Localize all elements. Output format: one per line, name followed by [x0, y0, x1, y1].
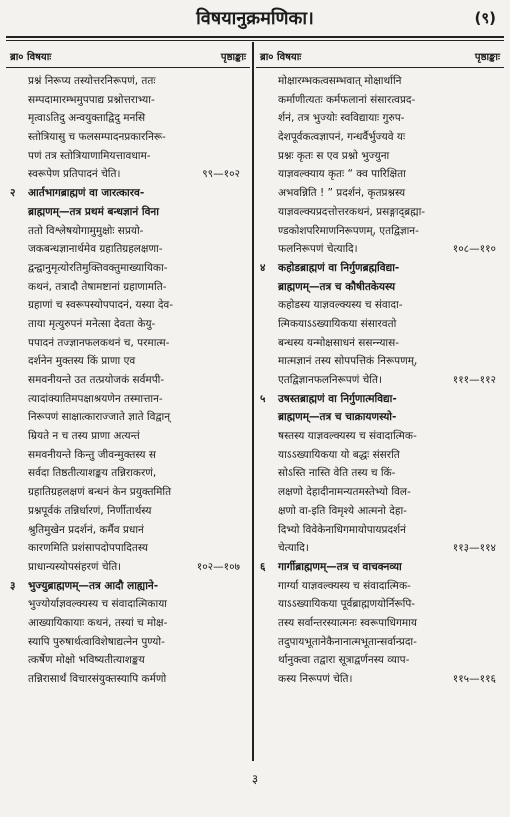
- line-text: ण्डकोशपरिमाणनिरूपणम्, एतद्विज्ञान-: [278, 224, 419, 237]
- line-text: ब्राह्मणम्—तत्र प्रथमं बन्धज्ञानं विना: [28, 205, 159, 218]
- toc-line: [260, 464, 502, 483]
- toc-line: [260, 390, 502, 409]
- line-text: कारणमिति प्रशंसापदोपपादितस्य: [28, 542, 149, 555]
- toc-line: [10, 91, 246, 110]
- line-text: ग्रहाणां च स्वरूपस्योपपादनं, यस्या देव-: [28, 299, 174, 312]
- header-rule: [6, 36, 504, 38]
- toc-line: [10, 203, 246, 222]
- toc-line: [260, 539, 502, 558]
- toc-line: [260, 558, 502, 577]
- line-text: कहोडब्राह्मणं वा निर्गुणब्रह्मविद्या-: [278, 261, 400, 274]
- toc-line: [10, 595, 246, 614]
- line-text: प्राधान्यस्योपसंहरणं चेति।: [28, 560, 122, 573]
- line-text: मृत्वाऽतिदु अन्वयुक्ताद्विदु मनसि: [28, 112, 146, 125]
- line-text: ब्राह्मणम्—तत्र च चाक्रायणस्यो-: [278, 411, 397, 424]
- footer-mark: ३: [251, 772, 259, 786]
- toc-line: [260, 147, 502, 166]
- column-divider: [252, 42, 254, 761]
- line-text: त्कर्षेण मोक्षो भविष्यतीत्याशङ्कय: [28, 654, 145, 667]
- toc-line: [260, 296, 502, 315]
- toc-line: [10, 128, 246, 147]
- line-text: प्रश्नः कृतः स एव प्रश्नो भुज्युना: [278, 149, 390, 162]
- header-rule-thin: [6, 40, 504, 41]
- toc-line: [260, 352, 502, 371]
- toc-line: [10, 240, 246, 259]
- right-column: [260, 72, 502, 689]
- line-text: दर्शनेन मुक्तस्य किं प्राणा एव: [28, 355, 136, 368]
- line-text: समवनीयन्ते उत तत्प्रयोजकं सर्वमपी-: [28, 374, 165, 386]
- toc-line: [10, 259, 246, 278]
- toc-line: [10, 408, 246, 427]
- line-text: दिभ्यो विवेकेनाधिगमायोपायप्रदर्शनं: [278, 523, 407, 536]
- toc-line: [10, 651, 246, 670]
- toc-line: [10, 446, 246, 465]
- toc-line: [10, 222, 246, 241]
- line-text: याऽऽख्यायिकया पूर्वब्राह्मणयोर्निरूपि-: [278, 598, 416, 611]
- line-text: मात्मज्ञानं तस्य सोपपत्तिकं निरूपणम्,: [278, 355, 418, 368]
- section-number: ३: [10, 579, 16, 592]
- page-title: विषयानुक्रमणिका।: [196, 8, 314, 29]
- line-text: स्वरूपेण प्रतिपादनं चेति।: [28, 168, 121, 181]
- toc-line: [10, 464, 246, 483]
- toc-line: [260, 315, 502, 334]
- line-text: त्मिकयाऽऽख्यायिकया संसारवतो: [278, 317, 397, 330]
- line-text: तदुपायभूतानेकैनानात्मभूतान्सर्वान्प्रदा-: [278, 635, 417, 648]
- line-text: ग्रहातिग्रहलक्षणं बन्धनं केन प्रयुक्तमिति: [28, 486, 172, 499]
- line-text: सोऽस्ति नास्ति वेति तस्य च किं-: [278, 467, 396, 480]
- line-text: त्यादांक्यातिमपक्षाश्रयणेन तस्मात्तान-: [28, 392, 163, 405]
- line-text: समवनीयन्ते किन्तु जीवन्मुक्तस्य स: [28, 448, 156, 461]
- line-text: मोक्षारम्भकत्वसम्भवात् मोक्षार्थानि: [278, 75, 402, 87]
- toc-line: [260, 577, 502, 596]
- line-text: र्शनं, तत्र भुज्योः स्वविद्यायाः गुरुप-: [278, 112, 405, 125]
- page-range: १११—११२: [452, 374, 496, 386]
- line-text: गार्गीब्राह्मणम्—तत्र च वाचक्नव्या: [278, 560, 402, 573]
- toc-line: [260, 408, 502, 427]
- section-number: २: [10, 187, 16, 200]
- toc-line: [260, 222, 502, 241]
- right-page-label: पृष्ठाङ्काः: [474, 52, 500, 63]
- line-text: ब्राह्मणम्—तत्र च कौषीतकेयस्य: [278, 280, 396, 293]
- line-text: एतद्विज्ञानफलनिरूपणं चेति।: [278, 374, 382, 386]
- left-page-label: पृष्ठाङ्काः: [220, 52, 246, 63]
- left-index-label: ब्रा० विषयाः: [10, 52, 52, 63]
- toc-line: [260, 240, 502, 259]
- right-column-header: [256, 45, 504, 68]
- line-text: ततो विश्लेषयोगामुमुक्षोः सप्रयो-: [28, 224, 144, 237]
- line-text: भुज्युब्राह्मणम्—तत्र आदौ लाह्याने-: [28, 579, 159, 592]
- line-text: द्वन्द्वानुमृत्योरतिमुक्तिवक्तुमाख्यायिका-: [28, 261, 168, 274]
- toc-line: [260, 334, 502, 353]
- toc-line: [10, 539, 246, 558]
- toc-line: [260, 483, 502, 502]
- toc-line: [260, 595, 502, 614]
- toc-line: [260, 670, 502, 689]
- toc-line: [260, 633, 502, 652]
- toc-line: [10, 371, 246, 390]
- line-text: सम्पदामारम्भमुपपाद्य प्रश्नोत्तराभ्या-: [28, 93, 155, 106]
- toc-line: [10, 109, 246, 128]
- line-text: कथनं, तत्रादौ तेषामष्टानां ग्रहाणामति-: [28, 280, 167, 293]
- page-range: १०२—१०७: [196, 560, 240, 573]
- section-number: ५: [260, 392, 266, 405]
- toc-line: [260, 651, 502, 670]
- toc-line: [260, 91, 502, 110]
- toc-line: [260, 259, 502, 278]
- toc-line: [260, 165, 502, 184]
- toc-line: [10, 315, 246, 334]
- toc-line: [260, 446, 502, 465]
- line-text: तस्य सर्वान्तरस्यात्मनः स्वरूपाधिगमाय: [278, 616, 418, 629]
- line-text: गार्ग्या याज्ञवल्क्यस्य च संवादात्मिक-: [278, 579, 411, 592]
- toc-line: [10, 296, 246, 315]
- toc-line: [260, 278, 502, 297]
- line-text: कहोडस्य याज्ञवल्क्यस्य च संवादा-: [278, 299, 403, 312]
- line-text: श्रुतिमुखेन प्रदर्शनं, कर्मैव प्रधानं: [28, 523, 144, 536]
- page-range: १०८—११०: [452, 243, 496, 256]
- line-text: आख्यायिकायाः कथनं, तस्यां च मोक्ष-: [28, 616, 168, 629]
- toc-line: [10, 577, 246, 596]
- line-text: याऽऽख्यायिकया यो बद्धः संसरति: [278, 448, 400, 461]
- line-text: क्षणो वा-इति विमृश्ये आत्मनो देहा-: [278, 504, 407, 517]
- toc-line: [260, 502, 502, 521]
- line-text: म्रियते न च तस्य प्राणा अत्यन्तं: [28, 430, 140, 443]
- line-text: स्तोत्रियासु च फलसम्पादनप्रकारनिरू-: [28, 131, 166, 144]
- toc-line: [10, 147, 246, 166]
- toc-line: [10, 184, 246, 203]
- line-text: याज्ञवल्क्यप्रदत्तोत्तरकथनं, प्रसङ्गाद्ब्रह्मा-: [278, 205, 426, 218]
- line-text: चेत्यादि।: [278, 542, 309, 555]
- line-text: तन्निरासार्थं विचारसंयुक्तस्यापि कर्मणो: [28, 673, 167, 685]
- toc-line: [260, 72, 502, 91]
- section-number: ६: [260, 560, 266, 573]
- line-text: अभवन्निति ! ” प्रदर्शनं, कृतप्रश्नस्य: [278, 187, 406, 200]
- page-number: (९): [474, 9, 496, 27]
- line-text: ताया मृत्युरुपनं मनेत्सा देवता केयु-: [28, 317, 156, 330]
- toc-line: [260, 371, 502, 390]
- toc-line: [10, 633, 246, 652]
- toc-line: [10, 614, 246, 633]
- line-text: जकबन्धज्ञानार्थमेव ग्रहातिग्रहलक्षणा-: [28, 243, 163, 256]
- line-text: बन्धस्य यन्मोक्षसाधनं ससन्न्यास-: [278, 336, 400, 349]
- line-text: षस्तस्य याज्ञवल्क्यस्य च संवादात्मिक-: [278, 430, 417, 443]
- page-range: ११३—११४: [452, 542, 496, 555]
- page-range: ११५—११६: [452, 673, 496, 685]
- toc-line: [10, 390, 246, 409]
- toc-line: [10, 352, 246, 371]
- toc-line: [10, 278, 246, 297]
- line-text: प्रश्नपूर्वकं तन्निर्धारणं, निर्णीतार्थस्य: [28, 504, 152, 517]
- line-text: याज्ञवल्क्याय कृतः “ क्व पारिक्षिता: [278, 168, 406, 181]
- toc-line: [10, 334, 246, 353]
- line-text: पणं तत्र स्तोत्रियाणामियत्तावधाम-: [28, 149, 151, 162]
- section-number: ४: [260, 261, 266, 274]
- toc-line: [10, 521, 246, 540]
- line-text: स्यापि पुरुषार्थत्वाविशेषाद्यत्नेन पुण्यो-: [28, 635, 165, 648]
- toc-line: [260, 427, 502, 446]
- toc-line: [10, 502, 246, 521]
- left-column-header: [6, 45, 250, 68]
- toc-line: [260, 521, 502, 540]
- toc-line: [10, 165, 246, 184]
- toc-line: [10, 427, 246, 446]
- line-text: प्रश्नं निरूप्य तस्योत्तरनिरूपणं, ततः: [28, 75, 156, 87]
- line-text: आर्तभागब्राह्मणं वा जारत्कारव-: [28, 187, 145, 200]
- line-text: देशपूर्वकत्वज्ञापनं, गन्धर्वैर्भुज्यवे यः: [278, 131, 406, 144]
- toc-line: [10, 483, 246, 502]
- line-text: भुज्योर्याज्ञवल्क्यस्य च संवादात्मिकाया: [28, 598, 168, 611]
- line-text: कर्माणीत्यतः कर्मफलानां संसारत्वप्रद-: [278, 93, 416, 106]
- line-text: निरूपणं साक्षात्काराज्जाते ज्ञाते विद्वान्: [28, 411, 171, 424]
- toc-line: [10, 670, 246, 689]
- toc-line: [10, 558, 246, 577]
- line-text: र्थानुक्त्वा तद्वारा सूत्राद्वर्णनस्य व्याप-: [278, 654, 410, 667]
- left-column: [10, 72, 246, 689]
- line-text: सर्वदा तिष्ठतीत्याशङ्कय तन्निराकरणं,: [28, 467, 157, 480]
- line-text: कस्य निरूपणं चेति।: [278, 673, 353, 685]
- toc-line: [260, 614, 502, 633]
- toc-line: [260, 184, 502, 203]
- line-text: पपादनं तज्ज्ञानफलकथनं च, परमात्म-: [28, 336, 170, 349]
- toc-line: [260, 203, 502, 222]
- toc-line: [260, 109, 502, 128]
- toc-line: [10, 72, 246, 91]
- right-index-label: ब्रा० विषयाः: [260, 52, 302, 63]
- toc-line: [260, 128, 502, 147]
- page-range: ९९—१०२: [202, 168, 240, 181]
- line-text: उषस्तब्राह्मणं वा निर्गुणात्मविद्या-: [278, 392, 397, 405]
- line-text: फलनिरूपणं चेत्यादि।: [278, 243, 358, 256]
- line-text: लक्षणो देहादीनामन्यतमस्तेभ्यो विल-: [278, 486, 411, 499]
